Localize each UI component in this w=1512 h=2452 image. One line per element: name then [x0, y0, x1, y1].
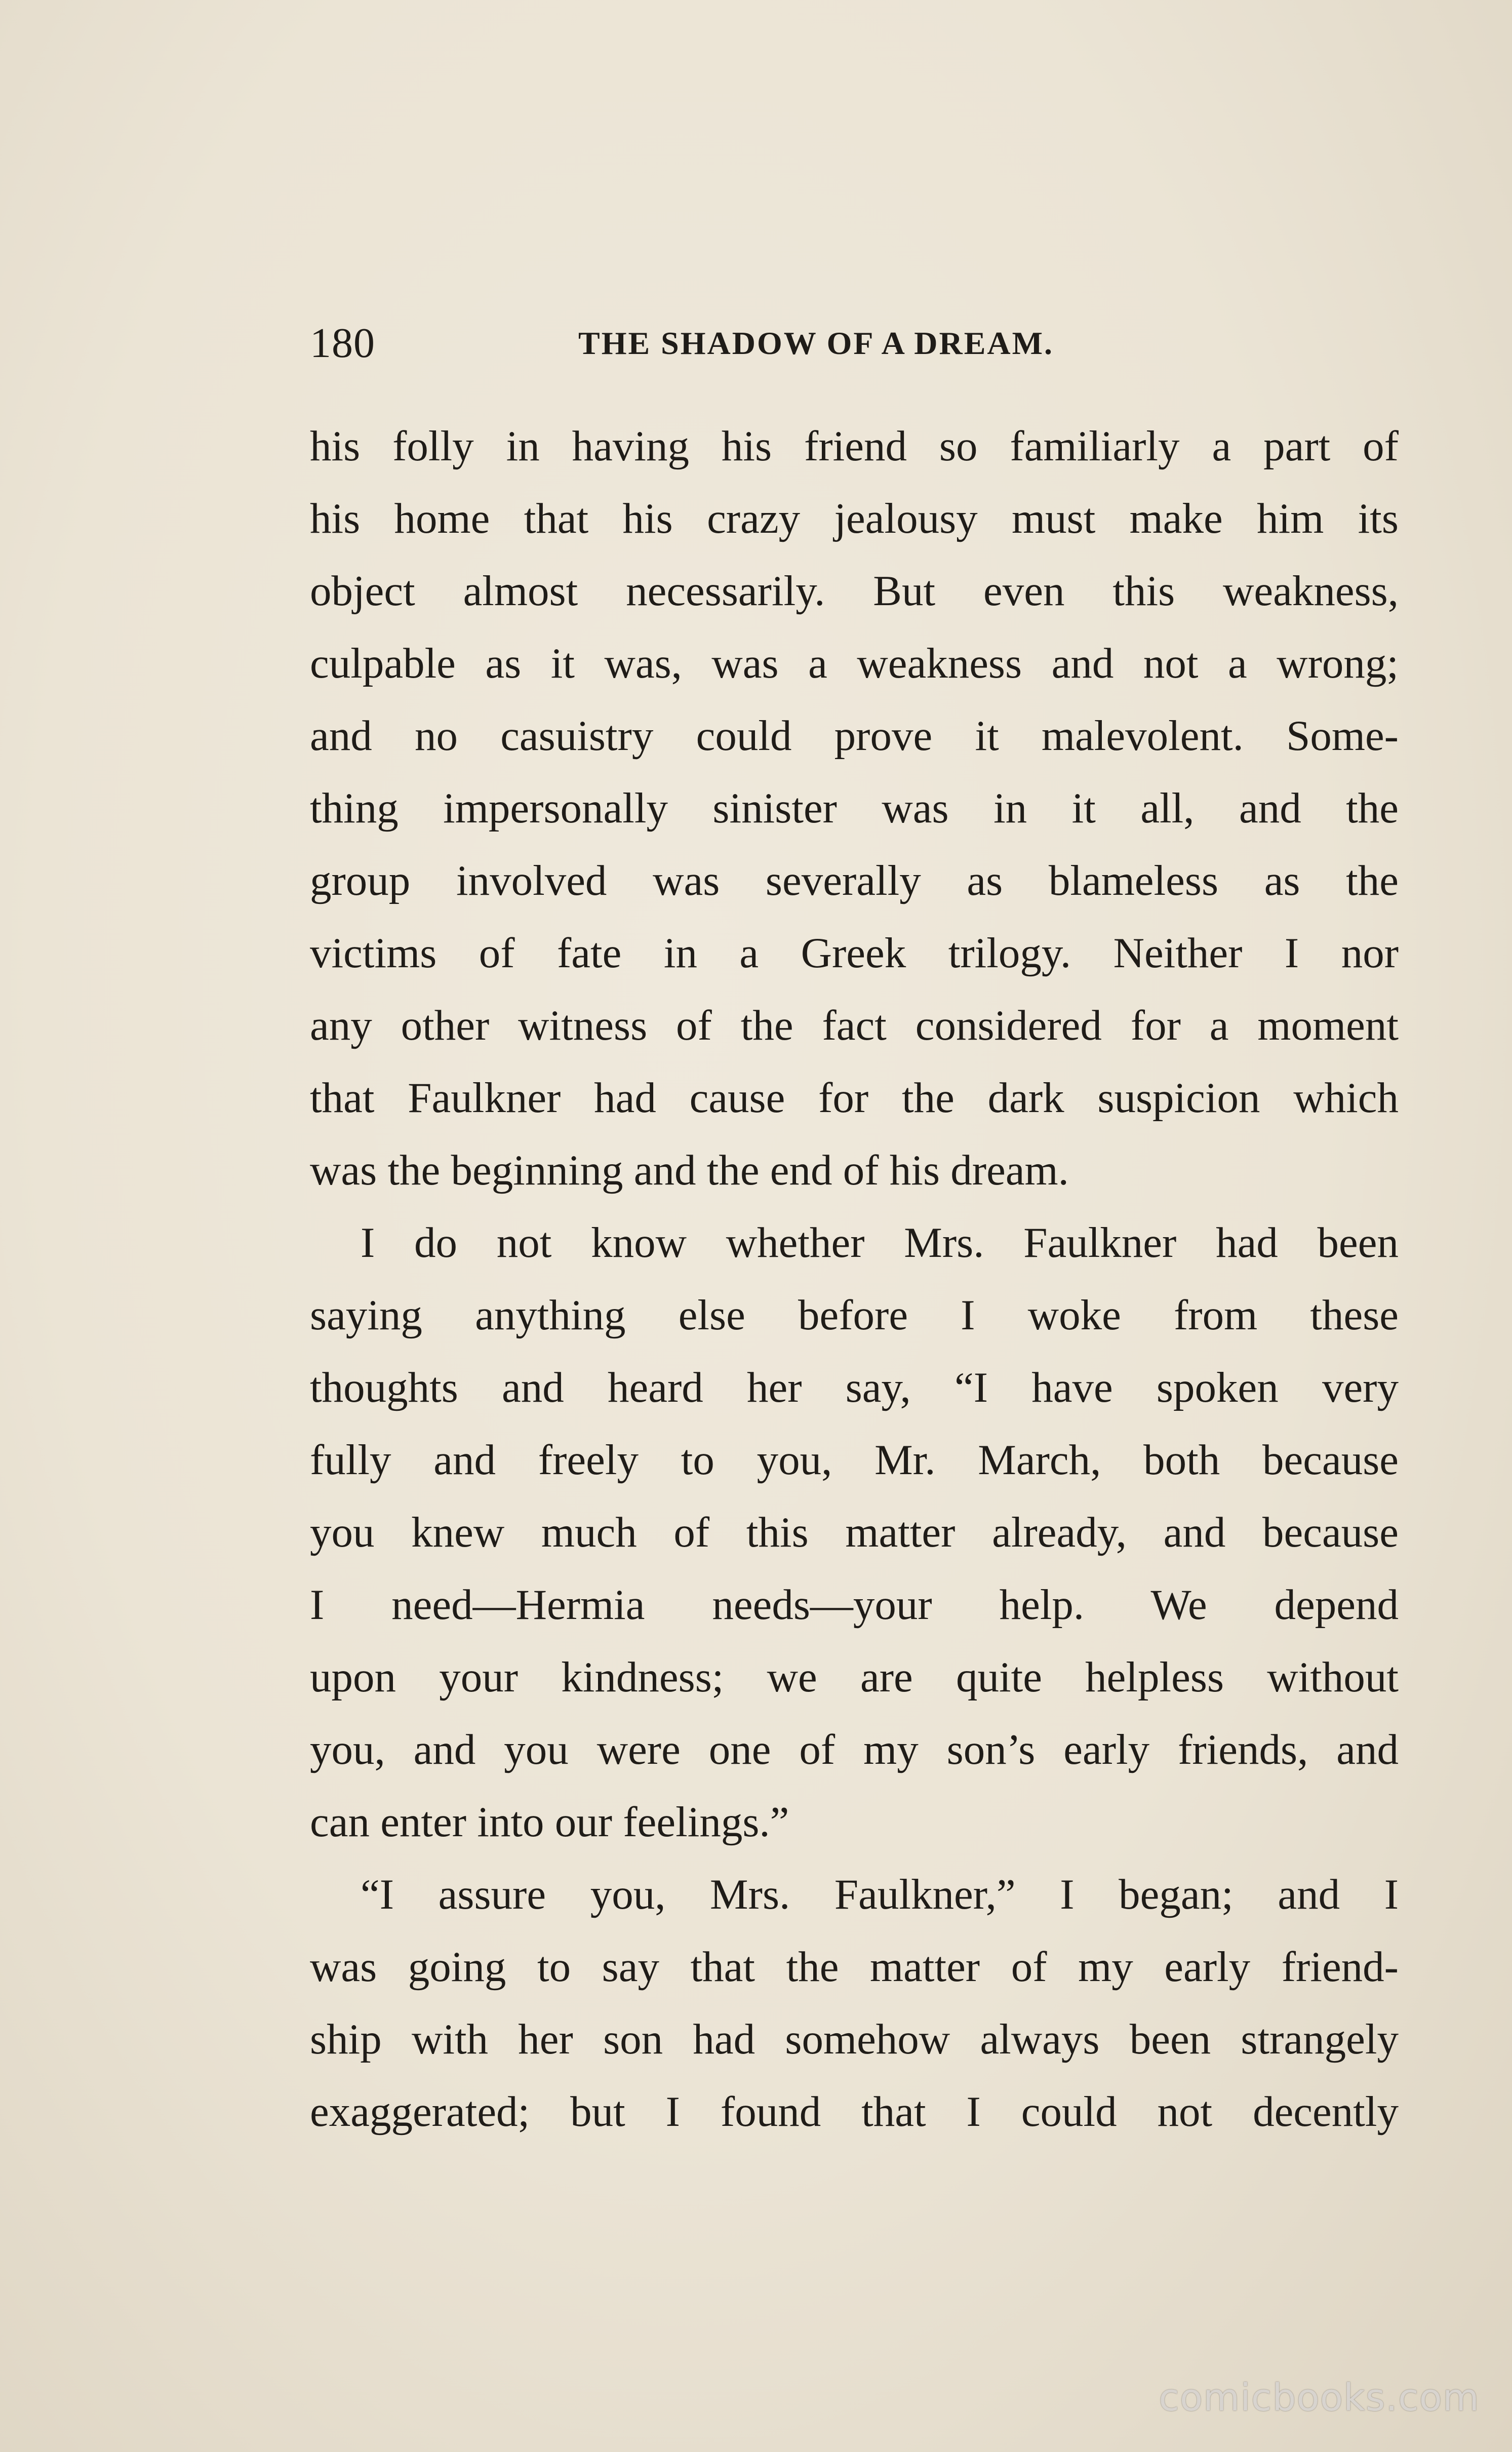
- text-line: I do not know whether Mrs. Faulkner had been: [361, 1219, 1399, 1267]
- text-line: was going to say that the matter of my early friend-: [310, 1943, 1399, 1991]
- text-line: fully and freely to you, Mr. March, both because: [310, 1436, 1399, 1484]
- text-line: exaggerated; but I found that I could not decently: [310, 2088, 1399, 2135]
- text-line: thoughts and heard her say, “I have spoken very: [310, 1364, 1399, 1411]
- text-line: object almost necessarily. But even this weakness,: [310, 567, 1399, 615]
- text-line: upon your kindness; we are quite helpless without: [310, 1653, 1399, 1701]
- text-line: his home that his crazy jealousy must make him its: [310, 495, 1399, 542]
- text-line: thing impersonally sinister was in it all, and the: [310, 784, 1399, 832]
- text-line: any other witness of the fact considered for a moment: [310, 1002, 1399, 1049]
- text-line: his folly in having his friend so familiarly a part of: [310, 422, 1399, 470]
- text-line: that Faulkner had cause for the dark suspicion which: [310, 1074, 1399, 1122]
- watermark: comicbooks.com: [1159, 2376, 1480, 2420]
- text-line: and no casuistry could prove it malevolent. Some-: [310, 712, 1399, 760]
- text-line: victims of fate in a Greek trilogy. Neither I nor: [310, 929, 1399, 977]
- text-line: I need—Hermia needs—your help. We depend: [310, 1581, 1399, 1629]
- text-line: can enter into our feelings.”: [310, 1798, 789, 1846]
- text-line: you, and you were one of my son’s early friends, and: [310, 1726, 1399, 1773]
- text-line: culpable as it was, was a weakness and not a wrong;: [310, 640, 1399, 687]
- page-header: [310, 313, 1399, 374]
- text-line: ship with her son had somehow always been strangely: [310, 2015, 1399, 2063]
- page-number: 180: [310, 320, 375, 367]
- text-line: was the beginning and the end of his dream.: [310, 1146, 1069, 1194]
- running-title: THE SHADOW OF A DREAM.: [578, 325, 1054, 361]
- body-text: [310, 410, 1399, 2148]
- text-line: saying anything else before I woke from these: [310, 1291, 1399, 1339]
- text-line: group involved was severally as blameless as the: [310, 857, 1399, 904]
- text-line: you knew much of this matter already, and because: [310, 1509, 1399, 1556]
- text-line: “I assure you, Mrs. Faulkner,” I began; and I: [361, 1871, 1399, 1918]
